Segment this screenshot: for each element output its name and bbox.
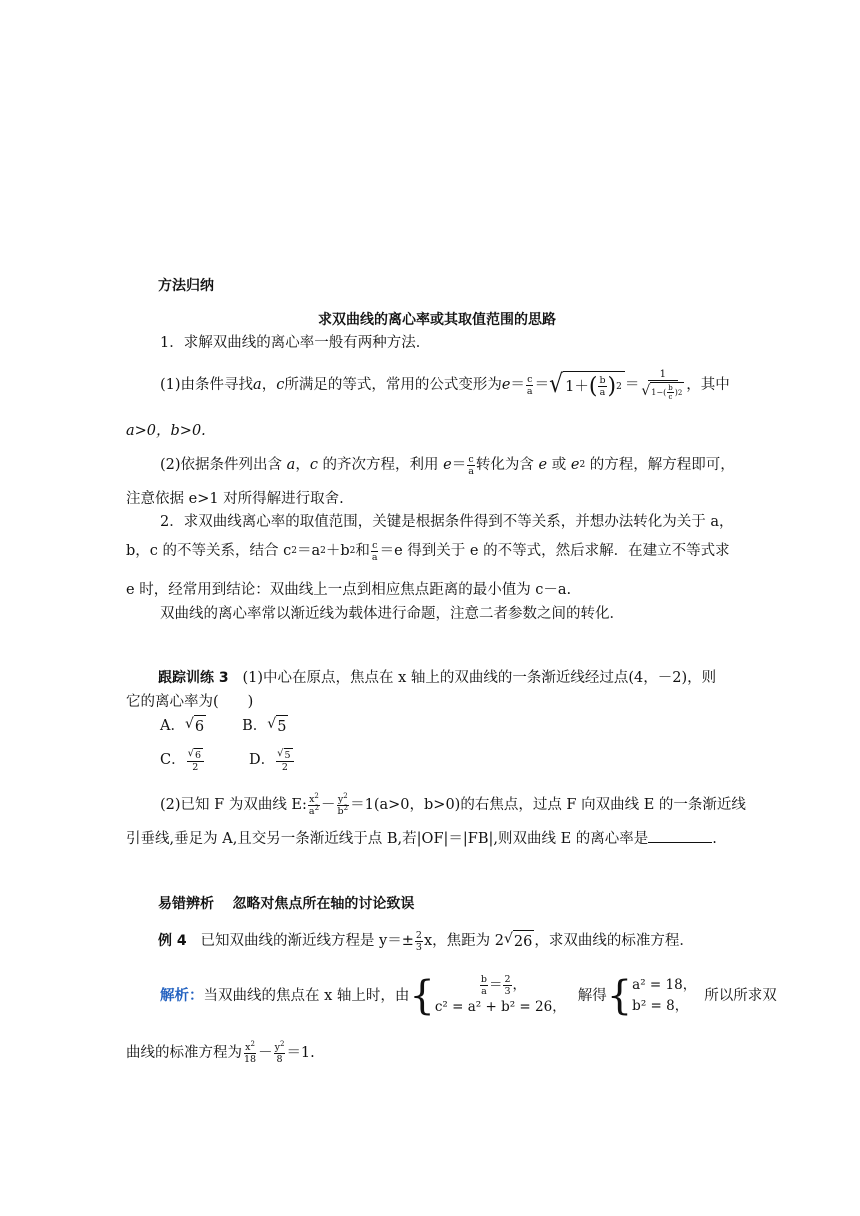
fraction-denominator: a bbox=[468, 465, 474, 477]
result-brace: { bbox=[606, 973, 633, 1019]
p3-comma: ， bbox=[295, 457, 310, 473]
error-label: 易错辨析 bbox=[158, 896, 214, 912]
choice-c-label: C． bbox=[160, 752, 186, 768]
fraction-numerator: 1 bbox=[648, 369, 678, 381]
method-paragraph-2-condition bbox=[126, 421, 206, 441]
q2-prefix: (2)已知 F 为双曲线 E: bbox=[160, 797, 307, 813]
fraction-denominator: 2 bbox=[192, 761, 199, 773]
fraction-denominator: 8 bbox=[276, 1053, 283, 1065]
nested-sqrt: √ 1− ( $\frac{b}{c}$ ) 2 bbox=[641, 383, 683, 401]
sqrt-one-plus: 1＋ bbox=[565, 378, 589, 395]
exponent-two: 2 bbox=[250, 1039, 255, 1048]
result-system bbox=[632, 975, 696, 1017]
radicand: 6 bbox=[194, 715, 206, 737]
solution-line-2-prefix: 曲线的标准方程为 bbox=[126, 1045, 242, 1061]
exponent-two: 2 bbox=[343, 803, 349, 812]
answer-blank[interactable] bbox=[648, 828, 712, 843]
exponent-two: 2 bbox=[314, 791, 319, 800]
equals-sign: ＝ bbox=[510, 377, 525, 393]
error-analysis-heading bbox=[158, 894, 414, 914]
exponent-two: 2 bbox=[314, 803, 320, 812]
exercise-question-1: (1)中心在原点，焦点在 x 轴上的双曲线的一条渐近线经过点(4，－2)，则 bbox=[242, 670, 717, 686]
p3-middle-2: 转化为含 bbox=[475, 457, 534, 473]
fraction-c-over-a bbox=[371, 540, 379, 563]
fraction-b-over-c bbox=[667, 384, 673, 401]
fraction-denominator: 18 bbox=[244, 1053, 257, 1065]
fraction-numerator: c bbox=[527, 373, 533, 385]
fraction-denominator: 3 bbox=[415, 941, 422, 953]
p3-var-c: c bbox=[309, 457, 318, 473]
p4-rest: ＝e 得到关于 e 的不等式，然后求解．在建立不等式求 bbox=[379, 543, 730, 559]
equals-sign: ＝ bbox=[534, 377, 550, 393]
p3-middle: 的齐次方程，利用 bbox=[322, 457, 439, 473]
fraction-denominator: a bbox=[481, 986, 487, 997]
exercise-line-1 bbox=[158, 668, 716, 688]
var-b: b bbox=[337, 805, 344, 817]
example-4 bbox=[158, 926, 694, 956]
choice-a-label: A． bbox=[160, 718, 185, 734]
fraction-numerator: b bbox=[480, 974, 487, 985]
sqrt-26: √ 26 bbox=[503, 931, 533, 950]
p3-prefix: (2)依据条件列出含 bbox=[160, 457, 283, 473]
p4-and: 和 bbox=[355, 543, 370, 559]
fraction-y2-over-8 bbox=[274, 1039, 286, 1065]
equals-sign: ＝ bbox=[624, 377, 640, 393]
choice-row-ab bbox=[160, 714, 288, 738]
fraction-one-over-sqrt bbox=[640, 369, 685, 401]
q2-end: . bbox=[712, 831, 717, 847]
exponent-two: 2 bbox=[343, 791, 348, 800]
fraction-numerator: b bbox=[599, 375, 606, 386]
p4-prefix: b，c 的不等关系，结合 c bbox=[126, 543, 292, 559]
fraction-two-thirds bbox=[415, 930, 423, 953]
method-paragraph-4-line-3: e 时，经常用到结论：双曲线上一点到相应焦点距离的最小值为 c－a. bbox=[126, 582, 572, 598]
minus-sign: － bbox=[258, 1045, 273, 1061]
fraction-denominator: a bbox=[526, 385, 533, 397]
method-paragraph-4-line-1: 2．求双曲线离心率的取值范围，关键是根据条件得到不等关系，并想办法转化为关于 a， bbox=[160, 514, 734, 530]
p4-b-term: ＋b bbox=[325, 543, 350, 559]
system-brace: { bbox=[409, 973, 435, 1019]
method-paragraph-5: 双曲线的离心率常以渐近线为载体进行命题，注意二者参数之间的转化． bbox=[160, 606, 624, 622]
method-paragraph-2 bbox=[160, 362, 730, 408]
fraction-c-over-a bbox=[467, 454, 475, 477]
solve-text: 解得 bbox=[577, 988, 607, 1004]
p2-middle: 所满足的等式，常用的公式变形为 bbox=[284, 377, 502, 393]
choice-b-value: √ 5 bbox=[267, 716, 287, 735]
fraction-denominator: a bbox=[371, 551, 378, 563]
p2-comma: ， bbox=[261, 377, 277, 393]
radicand: 5 bbox=[284, 749, 291, 761]
example-middle: x，焦距为 2 bbox=[423, 933, 504, 949]
fraction-c-over-a bbox=[526, 374, 534, 397]
result-equation-1: a² = 18， bbox=[632, 977, 697, 993]
var-y: y bbox=[337, 793, 344, 805]
solution-label: 解析： bbox=[160, 987, 204, 1004]
method-paragraph-1: 1．求解双曲线的离心率一般有两种方法． bbox=[160, 335, 431, 351]
equals-sign: ＝ bbox=[488, 977, 503, 993]
solution-line-2-end: ＝1. bbox=[286, 1045, 315, 1061]
equation-system bbox=[435, 974, 566, 1018]
system-equation-2: c² = a² + b² = 26， bbox=[434, 999, 566, 1015]
fraction-b-over-a bbox=[598, 375, 606, 398]
radicand: 6 bbox=[194, 749, 202, 761]
choice-d-value: √ 5 2 bbox=[276, 748, 293, 773]
choice-a-value: √ 6 bbox=[184, 716, 205, 735]
example-prefix: 已知双曲线的渐近线方程是 y＝± bbox=[200, 933, 414, 949]
var-x: x bbox=[245, 1041, 251, 1053]
q2-middle: ＝1(a>0，b>0)的右焦点，过点 F 向双曲线 E 的一条渐近线 bbox=[350, 797, 746, 813]
p2-var-a: a bbox=[253, 377, 262, 393]
p3-var-e: e bbox=[443, 457, 452, 473]
fraction-denominator: 3 bbox=[504, 986, 511, 997]
exercise-question-2-line-2 bbox=[126, 828, 717, 849]
fraction-numerator: b bbox=[668, 384, 673, 392]
var-x: x bbox=[309, 793, 315, 805]
solution-prefix: 当双曲线的焦点在 x 轴上时，由 bbox=[203, 988, 410, 1004]
p2-prefix: (1)由条件寻找 bbox=[160, 377, 254, 393]
exercise-label: 跟踪训练 3 bbox=[158, 670, 229, 686]
minus-sign: － bbox=[321, 797, 336, 813]
p2-var-c: c bbox=[276, 377, 285, 393]
radicand: 26 bbox=[513, 930, 534, 952]
error-title: 忽略对焦点所在轴的讨论致误 bbox=[232, 896, 415, 912]
exercise-question-2-line-1 bbox=[160, 790, 746, 820]
comma: ， bbox=[512, 977, 526, 993]
fraction-numerator: c bbox=[372, 539, 378, 551]
fraction-x2-over-18 bbox=[243, 1039, 257, 1065]
fraction-denominator: a bbox=[599, 387, 606, 398]
method-paragraph-3-line-2: 注意依据 e>1 对所得解进行取舍. bbox=[126, 491, 344, 507]
p2-end: ，其中 bbox=[686, 377, 730, 393]
solution-line-1 bbox=[160, 966, 777, 1026]
fraction-numerator: c bbox=[468, 453, 474, 465]
p3-end: 的方程，解方程即可， bbox=[589, 457, 735, 473]
result-equation-2: b² = 8， bbox=[632, 998, 689, 1014]
method-heading: 方法归纳 bbox=[158, 278, 214, 294]
p4-a-term: ＝a bbox=[296, 543, 321, 559]
equals-sign: ＝ bbox=[451, 457, 467, 473]
exponent-two: 2 bbox=[279, 1039, 285, 1048]
fraction-y2-over-b2 bbox=[337, 791, 350, 817]
fraction-denominator: c bbox=[668, 393, 673, 401]
exercise-line-2: 它的离心率为( ) bbox=[126, 694, 254, 710]
choice-b-label: B． bbox=[242, 718, 268, 734]
choice-c-value: √ 6 2 bbox=[187, 748, 204, 773]
fraction-numerator: 2 bbox=[504, 974, 511, 985]
p3-var-e: e bbox=[570, 457, 580, 473]
q2-line-2-text: 引垂线,垂足为 A,且交另一条渐近线于点 B,若|OF|＝|FB|,则双曲线 E 的离心率是 bbox=[126, 831, 649, 847]
fraction-b-over-a bbox=[480, 974, 488, 997]
condition-text: a>0，b>0. bbox=[126, 423, 206, 439]
var-y: y bbox=[274, 1041, 280, 1053]
choice-row-cd bbox=[160, 744, 295, 776]
p2-var-e: e bbox=[501, 377, 511, 393]
p3-var-e: e bbox=[538, 457, 548, 473]
fraction-denominator: 2 bbox=[281, 761, 288, 773]
fraction-numerator: 2 bbox=[415, 929, 422, 941]
choice-d-label: D． bbox=[249, 752, 276, 768]
radicand: 5 bbox=[276, 715, 288, 737]
sqrt-one-minus: 1− bbox=[651, 388, 664, 397]
example-end: ，求双曲线的标准方程． bbox=[534, 933, 694, 949]
fraction-x2-over-a2 bbox=[308, 791, 320, 817]
fraction-two-thirds bbox=[503, 974, 511, 997]
var-a: a bbox=[308, 805, 315, 817]
p3-var-a: a bbox=[286, 457, 296, 473]
method-paragraph-4-line-2: b，c 的不等关系，结合 c 2 ＝a 2 ＋b 2 和 $\frac{c}{a}$ ＝e 得到关于 e 的不等式，然后求解．在建立不等式求 bbox=[126, 539, 730, 563]
solution-end: 所以所求双 bbox=[704, 988, 777, 1004]
p3-or: 或 bbox=[551, 457, 567, 473]
sqrt-expression: √ 1＋ ( $\frac{b}{a}$ ) 2 bbox=[549, 371, 625, 400]
method-title: 求双曲线的离心率或其取值范围的思路 bbox=[318, 312, 556, 328]
solution-line-2 bbox=[126, 1038, 315, 1068]
example-label: 例 4 bbox=[158, 933, 187, 949]
method-paragraph-3: (2)依据条件列出含 a ， c 的齐次方程，利用 e ＝ $\frac{c}{a}$ 转化为含 e 或 e 2 的方程，解方程即可， bbox=[160, 453, 735, 477]
